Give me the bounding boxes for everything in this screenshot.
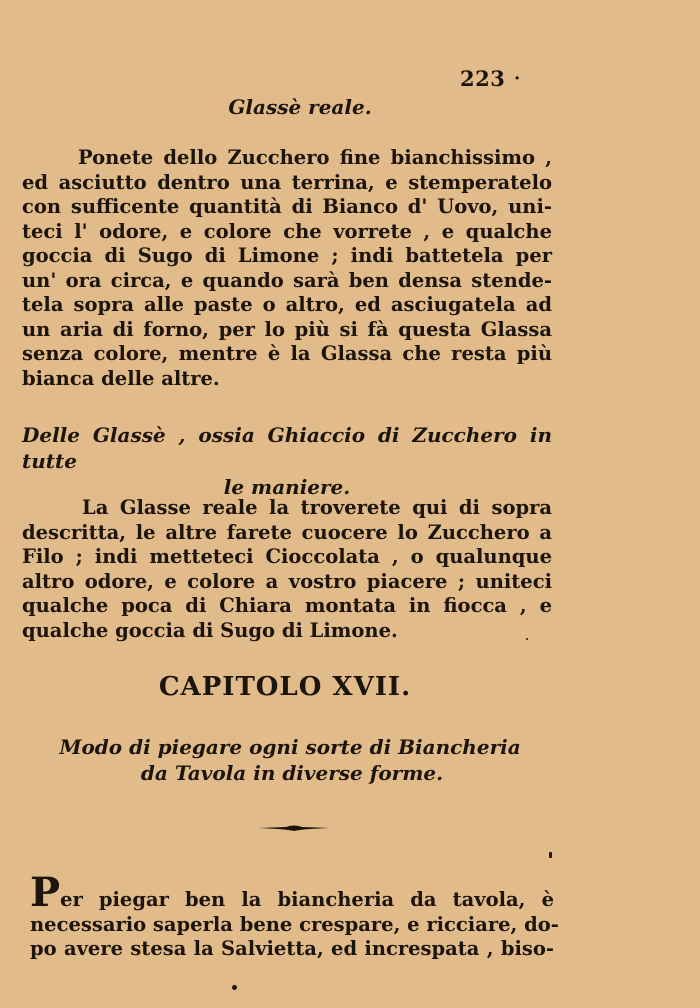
section-title-line: le maniere. <box>223 475 351 499</box>
paragraph-delle-glasse <box>22 496 552 643</box>
speck-mark <box>526 638 528 640</box>
text-line: un aria di forno, per lo più si fà questa Glassa <box>22 317 552 341</box>
text-line: po avere stesa la Salvietta, ed increspata , biso- <box>30 937 554 960</box>
section-title-line: Delle Glassè , ossia Ghiaccio di Zucchero in tutte <box>22 423 552 473</box>
text-line: bianca delle altre. <box>22 366 220 390</box>
text-line: un' ora circa, e quando sarà ben densa stende- <box>22 268 552 292</box>
text-line: qualche goccia di Sugo di Limone. <box>22 618 398 642</box>
section-title-glasse-reale: Glassè reale. <box>228 95 372 119</box>
text-line: Filo ; indi metteteci Cioccolata , o qualunque <box>22 545 552 568</box>
chapter-title: CAPITOLO XVII. <box>158 672 412 702</box>
paragraph-glasse-reale <box>22 146 552 391</box>
text-line <box>30 869 554 916</box>
text-line: goccia di Sugo di Limone ; indi battetela per <box>22 244 552 267</box>
speck-mark <box>549 852 552 858</box>
chapter-subtitle-line: da Tavola in diverse forme. <box>140 761 444 785</box>
text-line: con sufficente quantità di Bianco d' Uovo, uni- <box>22 195 552 218</box>
text-line: senza colore, mentre è la Glassa che resta più <box>22 342 552 365</box>
section-title-delle-glasse <box>22 422 552 500</box>
chapter-subtitle-line: Modo di piegare ogni sorte di Biancheria <box>59 735 521 759</box>
first-line-text: er piegar ben la biancheria da tavola, è <box>60 888 554 911</box>
speck-mark <box>232 985 237 990</box>
text-line: altro odore, e colore a vostro piacere ; uniteci <box>22 569 552 593</box>
text-line: necessario saperla bene crespare, e ricciare, do- <box>30 912 559 936</box>
paragraph-biancheria <box>30 869 559 962</box>
drop-cap: P <box>30 869 61 916</box>
page-number: 223 <box>460 66 506 91</box>
text-line: La Glasse reale la troverete qui di sopra <box>82 496 552 519</box>
page-number-dot: · <box>514 68 521 89</box>
chapter-subtitle <box>0 734 580 786</box>
text-line: tela sopra alle paste o altro, ed asciugatela ad <box>22 293 552 316</box>
text-line: qualche poca di Chiara montata in fiocca , e <box>22 594 552 617</box>
ornamental-divider <box>258 824 330 832</box>
text-line: teci l' odore, e colore che vorrete , e qualche <box>22 219 552 243</box>
text-line: descritta, le altre farete cuocere lo Zucchero a <box>22 520 552 544</box>
text-line: Ponete dello Zucchero fine bianchissimo , <box>78 146 552 169</box>
text-line: ed asciutto dentro una terrina, e stemperatelo <box>22 170 552 194</box>
